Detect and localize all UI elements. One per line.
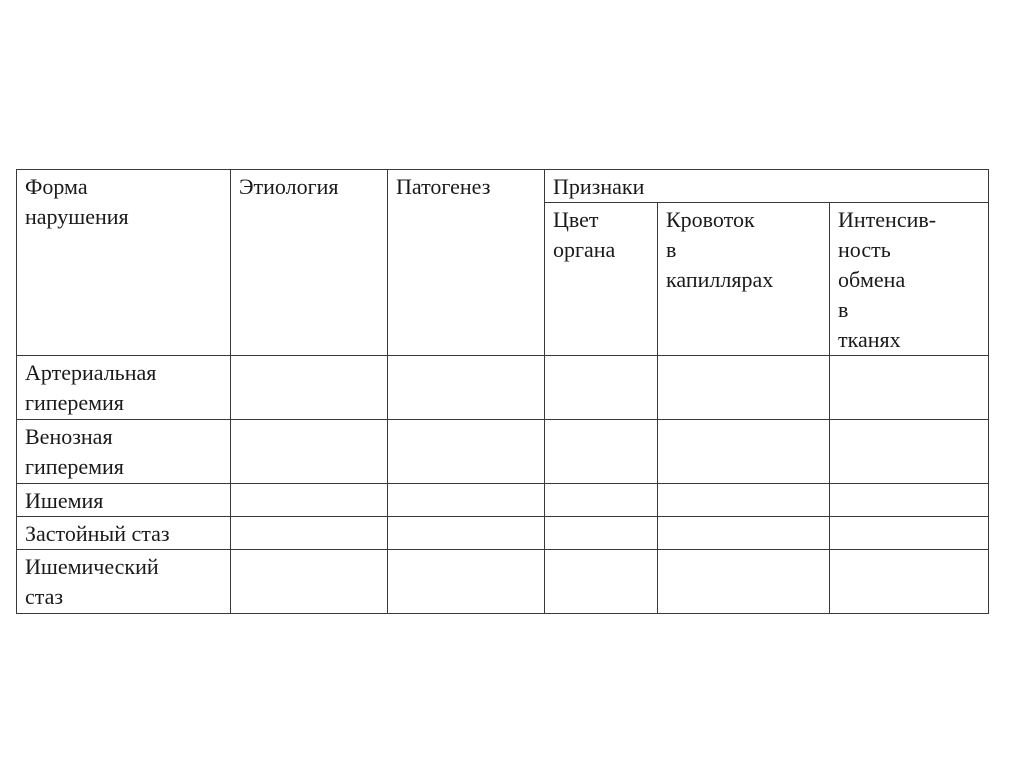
header-intensity-word-obmena: обмена xyxy=(838,267,906,292)
table-cell xyxy=(231,517,388,550)
row-label: Застойный стаз xyxy=(17,517,231,550)
row-label xyxy=(17,356,231,420)
table-cell xyxy=(388,550,545,614)
table-cell xyxy=(545,517,658,550)
table-cell xyxy=(658,517,830,550)
header-blood-flow-line-3: капиллярах xyxy=(666,267,774,292)
table-cell xyxy=(545,356,658,420)
table-cell xyxy=(830,484,989,517)
table-cell xyxy=(388,356,545,420)
table-cell xyxy=(231,550,388,614)
table-cell xyxy=(388,517,545,550)
table-row xyxy=(17,517,989,550)
table-cell xyxy=(231,420,388,484)
row-label-line-1: Венозная xyxy=(25,424,113,449)
table-cell xyxy=(658,356,830,420)
header-intensity xyxy=(830,203,989,356)
table-row xyxy=(17,356,989,420)
header-intensity-word-v: в xyxy=(838,297,849,322)
table-cell xyxy=(830,356,989,420)
table-cell xyxy=(658,550,830,614)
header-intensity-line-3 xyxy=(838,265,980,325)
table-row xyxy=(17,550,989,614)
header-intensity-line-1: Интенсив- xyxy=(838,207,937,232)
header-intensity-line-4: тканях xyxy=(838,327,901,352)
row-label xyxy=(17,420,231,484)
row-label-line-2: гиперемия xyxy=(25,454,124,479)
row-label-line-1: Ишемический xyxy=(25,554,159,579)
table-cell xyxy=(830,517,989,550)
header-form-line-2: нарушения xyxy=(25,204,129,229)
row-label-line-2: гиперемия xyxy=(25,390,124,415)
table-cell xyxy=(545,420,658,484)
header-form xyxy=(17,170,231,356)
table-cell xyxy=(388,420,545,484)
row-label-line-1: Артериальная xyxy=(25,360,157,385)
header-organ-color-line-1: Цвет xyxy=(553,207,599,232)
table-cell xyxy=(388,484,545,517)
table-cell xyxy=(830,420,989,484)
header-etiology: Этиология xyxy=(231,170,388,356)
header-organ-color xyxy=(545,203,658,356)
table-cell xyxy=(545,484,658,517)
header-form-line-1: Форма xyxy=(25,174,88,199)
header-organ-color-line-2: органа xyxy=(553,237,616,262)
row-label: Ишемия xyxy=(17,484,231,517)
header-pathogenesis: Патогенез xyxy=(388,170,545,356)
table-row xyxy=(17,484,989,517)
header-blood-flow-line-1: Кровоток xyxy=(666,207,755,232)
table-cell xyxy=(231,484,388,517)
table-row xyxy=(17,420,989,484)
table-cell xyxy=(545,550,658,614)
table-cell xyxy=(658,484,830,517)
header-blood-flow xyxy=(658,203,830,356)
row-label-line-2: стаз xyxy=(25,584,64,609)
header-blood-flow-line-2: в xyxy=(666,237,677,262)
header-intensity-line-2: ность xyxy=(838,237,891,262)
table-cell xyxy=(830,550,989,614)
classification-table xyxy=(16,169,989,614)
row-label xyxy=(17,550,231,614)
table-cell xyxy=(658,420,830,484)
table-cell xyxy=(231,356,388,420)
header-signs: Признаки xyxy=(545,170,989,203)
